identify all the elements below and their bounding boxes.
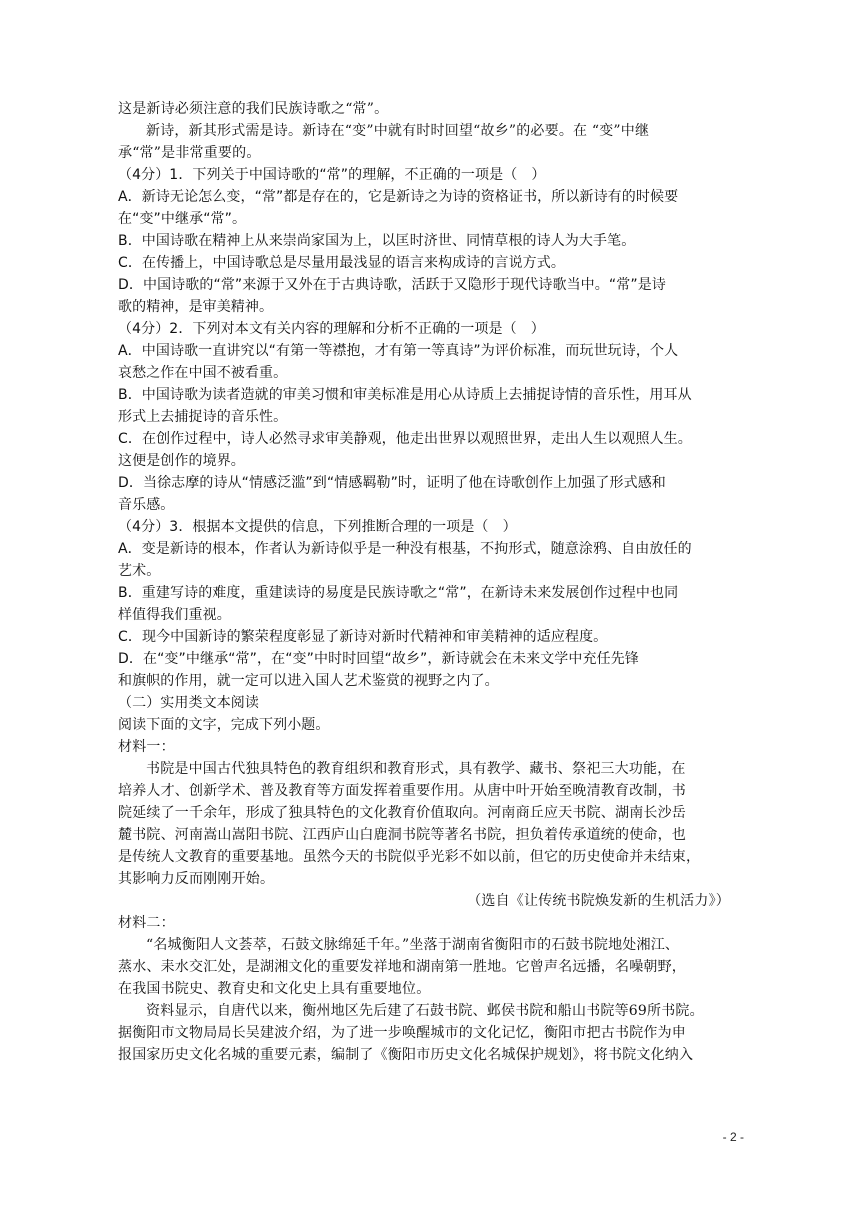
material-label: 材料一： xyxy=(118,739,175,755)
question-1-stem: （4分）1．下列关于中国诗歌的“常”的理解，不正确的一项是（ ） xyxy=(118,167,546,183)
body-text-line: 这是新诗必须注意的我们民族诗歌之“常”。 xyxy=(118,101,389,117)
material-2-line: 报国家历史文化名城的重要元素，编制了《衡阳市历史文化名城保护规划》，将书院文化纳入 xyxy=(118,1047,694,1063)
material-2-line: 蒸水、耒水交汇处，是湖湘文化的重要发祥地和湖南第一胜地。它曾声名远播，名噪朝野， xyxy=(118,959,686,975)
question-2-option-a-cont: 哀愁之作在中国不被看重。 xyxy=(118,365,288,381)
material-label: 材料二： xyxy=(118,915,175,931)
paragraph-first-line: 新诗，新其形式需是诗。新诗在“变”中就有时时回望“故乡”的必要。在 “变”中继 xyxy=(146,123,650,139)
section-heading: （二）实用类文本阅读 xyxy=(118,695,259,711)
question-2-option-a: A．中国诗歌一直讲究以“有第一等襟抱，才有第一等真诗”为评价标准，而玩世玩诗，个人 xyxy=(118,343,679,359)
instruction-text: 阅读下面的文字，完成下列小题。 xyxy=(118,717,330,733)
material-1-paragraph: 书院是中国古代独具特色的教育组织和教育形式，具有教学、藏书、祭祀三大功能，在 xyxy=(146,761,686,777)
question-3-option-b: B．重建写诗的难度，重建读诗的易度是民族诗歌之“常”，在新诗未来发展创作过程中也同 xyxy=(118,585,679,601)
question-3-option-d: D．在“变”中继承“常”，在“变”中时时回望“故乡”，新诗就会在未来文学中充任先锋 xyxy=(118,651,639,667)
question-3-option-c: C．现今中国新诗的繁荣程度彰显了新诗对新时代精神和审美精神的适应程度。 xyxy=(118,629,608,645)
question-2-option-d: D．当徐志摩的诗从“情感泛滥”到“情感羁勒”时，证明了他在诗歌创作上加强了形式感和 xyxy=(118,475,666,491)
body-text-line: 承“常”是非常重要的。 xyxy=(118,145,261,161)
document-page xyxy=(118,98,744,1066)
material-2-line: 据衡阳市文物局局长吴建波介绍，为了进一步唤醒城市的文化记忆，衡阳市把古书院作为申 xyxy=(118,1025,686,1041)
question-3-option-a: A．变是新诗的根本，作者认为新诗似乎是一种没有根基，不拘形式，随意涂鸦、自由放任的 xyxy=(118,541,692,557)
page-number: - 2 - xyxy=(722,1130,744,1144)
question-1-option-a-cont: 在“变”中继承“常”。 xyxy=(118,211,247,227)
question-1-option-b: B．中国诗歌在精神上从来崇尚家国为上，以匡时济世、同情草根的诗人为大手笔。 xyxy=(118,233,636,249)
material-1-line: 是传统人文教育的重要基地。虽然今天的书院似乎光彩不如以前，但它的历史使命并未结束， xyxy=(118,849,701,865)
material-1-line: 其影响力反而刚刚开始。 xyxy=(118,871,275,887)
question-2-option-c: C．在创作过程中，诗人必然寻求审美静观，他走出世界以观照世界，走出人生以观照人生。 xyxy=(118,431,692,447)
question-2-option-c-cont: 这便是创作的境界。 xyxy=(118,453,245,469)
question-1-option-a: A．新诗无论怎么变，“常”都是存在的，它是新诗之为诗的资格证书，所以新诗有的时候要 xyxy=(118,189,679,205)
question-2-stem: （4分）2．下列对本文有关内容的理解和分析不正确的一项是（ ） xyxy=(118,321,545,337)
question-3-option-b-cont: 样值得我们重视。 xyxy=(118,607,231,623)
question-3-option-d-cont: 和旗帜的作用，就一定可以进入国人艺术鉴赏的视野之内了。 xyxy=(118,673,499,689)
material-1-line: 培养人才、创新学术、普及教育等方面发挥着重要作用。从唐中叶开始至晚清教育改制，书 xyxy=(118,783,686,799)
question-2-option-d-cont: 音乐感。 xyxy=(118,497,175,513)
question-1-option-c: C．在传播上，中国诗歌总是尽量用最浅显的语言来构成诗的言说方式。 xyxy=(118,255,565,271)
material-1-line: 麓书院、河南嵩山嵩阳书院、江西庐山白鹿洞书院等著名书院，担负着传承道统的使命，也 xyxy=(118,827,686,843)
question-2-option-b-cont: 形式上去捕捉诗的音乐性。 xyxy=(118,409,288,425)
question-1-option-d: D．中国诗歌的“常”来源于又外在于古典诗歌，活跃于又隐形于现代诗歌当中。“常”是诗 xyxy=(118,277,666,293)
question-1-option-d-cont: 歌的精神，是审美精神。 xyxy=(118,299,274,315)
material-1-source: （选自《让传统书院焕发新的生机活力》） xyxy=(467,893,730,909)
material-2-paragraph: “名城衡阳人文荟萃，石鼓文脉绵延千年。”坐落于湖南省衡阳市的石鼓书院地处湘江、 xyxy=(146,937,680,953)
question-3-stem: （4分）3．根据本文提供的信息，下列推断合理的一项是（ ） xyxy=(118,519,517,535)
question-3-option-a-cont: 艺术。 xyxy=(118,563,161,579)
material-2-paragraph: 资料显示，自唐代以来，衡州地区先后建了石鼓书院、邺侯书院和船山书院等69所书院。 xyxy=(146,1003,704,1019)
question-2-option-b: B．中国诗歌为读者造就的审美习惯和审美标准是用心从诗质上去捕捉诗情的音乐性，用耳从 xyxy=(118,387,692,403)
material-1-line: 院延续了一千余年，形成了独具特色的文化教育价值取向。河南商丘应天书院、湖南长沙岳 xyxy=(118,805,686,821)
material-2-line: 在我国书院史、教育史和文化史上具有重要地位。 xyxy=(118,981,431,997)
